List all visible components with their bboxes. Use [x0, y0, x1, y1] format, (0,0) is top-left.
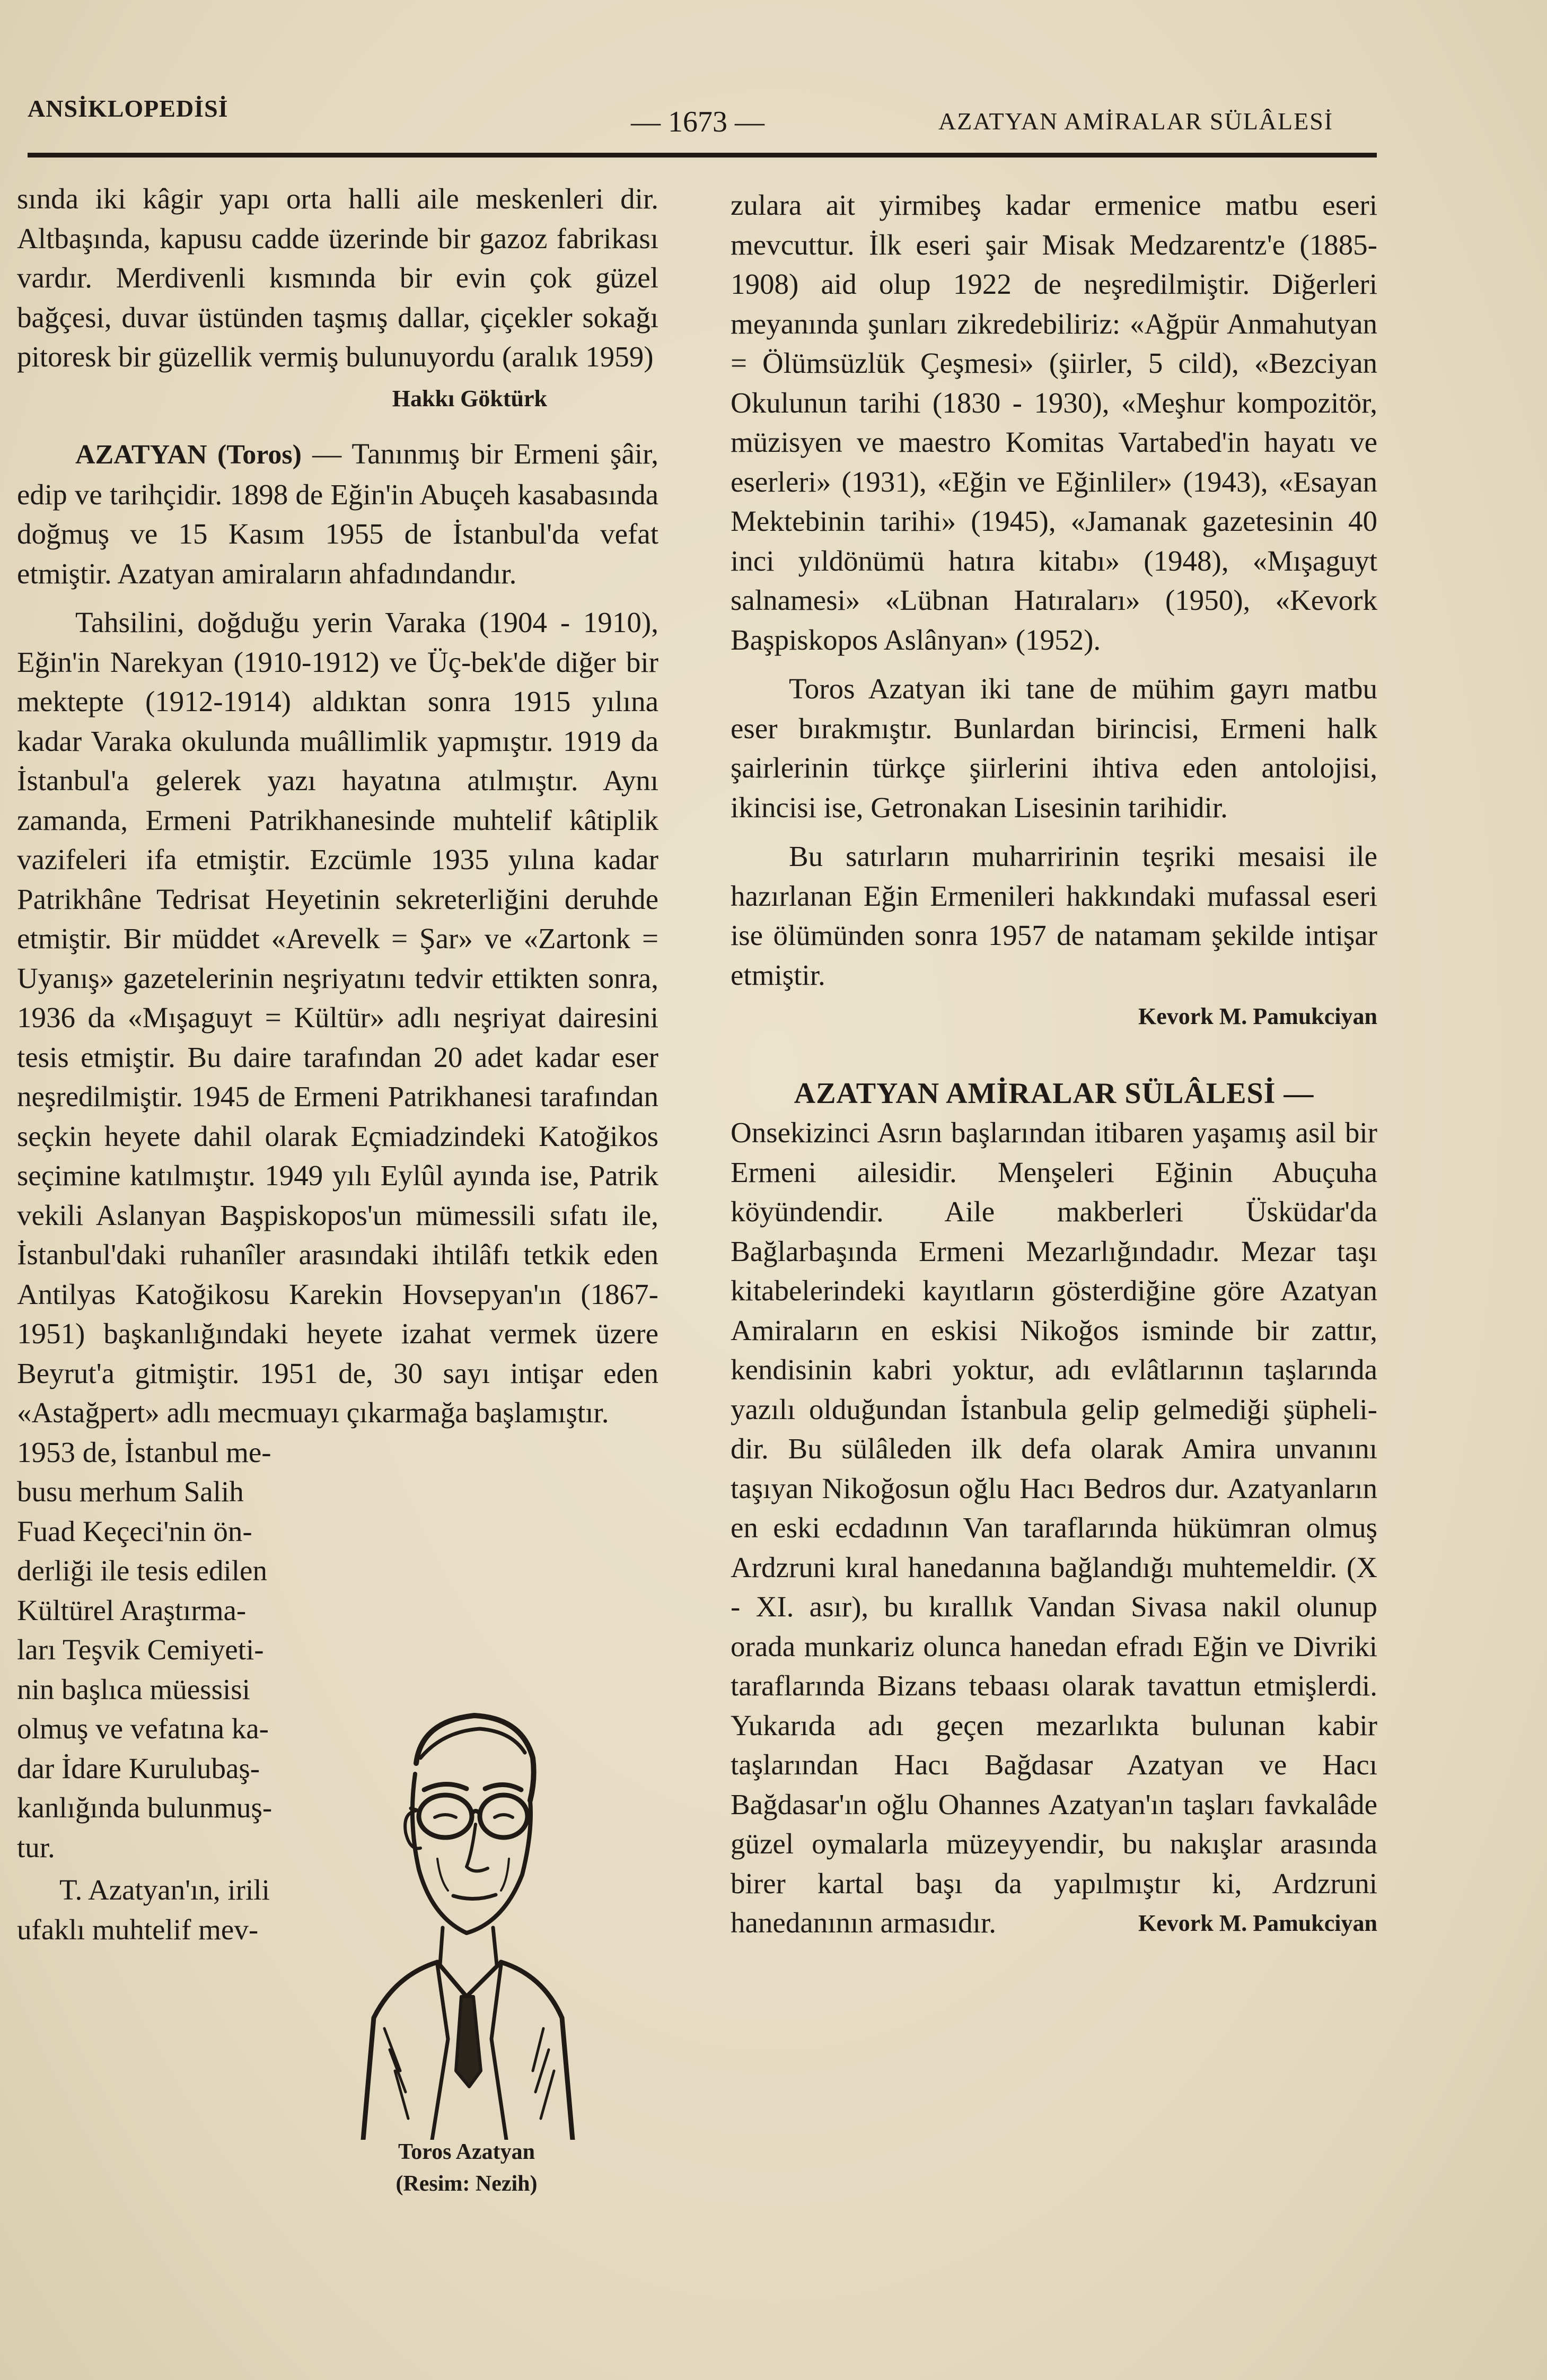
- wrap-line: dar İdare Kurulubaş-: [17, 1752, 260, 1784]
- works-paragraph: zulara ait yirmibeş kadar ermenice matbu eseri mevcuttur. İlk eseri şair Misak Medzarentz'e (1885-1908) aid olup 1922 de neşredilmiştir. Diğerleri meyanında şunları zikredebiliriz: «Ağpür Anmahutyan = Ölümsüzlük Çeşmesi» (şiirler, 5 cild), «Bezciyan Okulunun tarihi (1830 - 1930), «Meşhur kompozitör, müzisyen ve maestro Komitas Vartabed'in hayatı ve eserleri» (1931), «Eğin ve Eğinliler» (1943), «Esayan Mektebinin tarihi» (1945), «Jamanak gazetesinin 40 inci yıldönümü hatıra kitabı» (1948), «Mışaguyt salnamesi» «Lübnan Hatıraları» (1950), «Kevork Başpiskopos Aslânyan» (1952).: [731, 189, 1377, 656]
- entry-headword: AZATYAN (Toros): [75, 440, 302, 470]
- page-number: — 1673 —: [631, 106, 764, 138]
- header-rule: [28, 153, 1377, 158]
- wrap-line: olmuş ve vefatına ka-: [17, 1712, 269, 1745]
- egin-book-paragraph: Bu satırların muharririnin teşriki mesaisi ile hazırlanan Eğin Ermenileri hakkındaki mufassal eseri ise ölümünden sonra 1957 de natamam şekilde intişar etmiştir.: [731, 840, 1377, 991]
- portrait-caption: [350, 2136, 583, 2200]
- wrapped-paragraph-1: [17, 1433, 335, 1868]
- wrap-line: 1953 de, İstanbul me-: [17, 1436, 271, 1468]
- article-title: AZATYAN AMİRALAR SÜLÂLESİ —: [794, 1077, 1314, 1110]
- left-column: [17, 179, 658, 1949]
- wrap-line: nin başlıca müessisi: [17, 1673, 250, 1705]
- portrait-drawing: [353, 1700, 581, 2140]
- right-column: [731, 186, 1377, 1943]
- portrait-of-toros-azatyan: [353, 1700, 581, 2140]
- wrap-line: ufaklı muhtelif mev-: [17, 1913, 259, 1946]
- wrap-line: Fuad Keçeci'nin ön-: [17, 1515, 252, 1547]
- dynasty-paragraph: Onsekizinci Asrın başlarından itibaren yaşamış asil bir Ermeni ailesidir. Menşeleri Eğinin Abuçuha köyündendir. Aile makberleri Üsküdar'da Bağlarbaşında Ermeni Mezarlığındadır. Mezar taşı kitabelerindeki kayıtların gösterdiğine göre Azatyan Amiraların en eskisi Nikoğos isminde bir zattır, kendisinin kabri yoktur, adı evlâtlarının taşlarında yazılı olduğundan İstanbula gelip gelmediği şüpheli-dir. Bu sülâleden ilk defa olarak Amira unvanını taşıyan Nikoğosun oğlu Hacı Bedros dur. Azatyanların en eski ecdadının Van taraflarında hükümran olmuş Ardzruni kıral hanedanına bağlandığı muhtemeldir. (X - XI. asır), bu kırallık Vandan Sivasa nakil olunup orada munkariz olunca hanedan efradı Eğin ve Divriki taraflarında Bizans tebaası olarak tavattun etmişlerdi. Yukarıda adı geçen mezarlıkta bulunan kabir taşlarından Hacı Bağdasar Azatyan ve Hacı Bağdasar'ın oğlu Ohannes Azatyan'ın taşları favkalâde güzel oymalarla müzeyyendir, bu nakışlar arasında birer kartal başı da yapılmıştır ki, Ardzruni hanedanının armasıdır.: [731, 1116, 1377, 1939]
- azatyan-entry-intro: [17, 434, 658, 593]
- wrap-line: ları Teşvik Cemiyeti-: [17, 1633, 264, 1666]
- wrap-line: derliği ile tesis edilen: [17, 1554, 267, 1587]
- wrap-line: Kültürel Araştırma-: [17, 1594, 247, 1626]
- entry-intro-text: — Tanınmış bir Ermeni şâir, edip ve tarihçidir. 1898 de Eğin'in Abuçeh kasabasında doğmuş ve 15 Kasım 1955 de İstanbul'da vefat etmiştir. Azatyan amiraların ahfadındandır.: [17, 438, 658, 590]
- running-head-left: ANSİKLOPEDİSİ: [28, 95, 228, 122]
- wrapped-paragraph-2: [17, 1870, 335, 1949]
- signature-hakki-gokturk: Hakkı Göktürk: [392, 385, 547, 412]
- wrap-line: kanlığında bulunmuş-: [17, 1791, 273, 1824]
- running-head-right: AZATYAN AMİRALAR SÜLÂLESİ: [938, 108, 1334, 135]
- wrap-line: busu merhum Salih: [17, 1475, 244, 1508]
- caption-name: Toros Azatyan: [398, 2140, 535, 2164]
- education-paragraph: Tahsilini, doğduğu yerin Varaka (1904 - 1910), Eğin'in Narekyan (1910-1912) ve Üç-bek'de diğer bir mektepte (1912-1914) aldıktan sonra 1915 yılına kadar Varaka okulunda muâllimlik yapmıştır. 1919 da İstanbul'a gelerek yazı hayatına atılmıştır. Aynı zamanda, Ermeni Patrikhanesinde muhtelif kâtiplik vazifeleri ifa etmiştir. Ezcümle 1935 yılına kadar Patrikhâne Tedrisat Heyetinin sekreterliğini deruhde etmiştir. Bir müddet «Arevelk = Şar» ve «Zartonk = Uyanış» gazetelerinin neşriyatını tedvir ettikten sonra, 1936 da «Mışaguyt = Kültür» adlı neşriyat dairesini tesis etmiştir. Bu daire tarafından 20 adet kadar eser neşredilmiştir. 1945 de Ermeni Patrikhanesi tarafından seçkin heyete dahil olarak Eçmiadzindeki Katoğikos seçimine katılmıştır. 1949 yılı Eylûl ayında ise, Patrik vekili Aslanyan Başpiskopos'un mümessili sıfatı ile, İstanbul'daki ruhanîler arasındaki ihtilâfı tetkik eden Antilyas Katoğikosu Karekin Hovsepyan'ın (1867-1951) başkanlığındaki heyete izahat vermek üzere Beyrut'a gitmiştir. 1951 de, 30 sayı intişar eden «Astağpert» adlı mecmuayı çıkarmağa başlamıştır.: [17, 606, 658, 1429]
- signature-kevork-pamukciyan-2: Kevork M. Pamukciyan: [1138, 1910, 1377, 1936]
- caption-credit: (Resim: Nezih): [395, 2172, 538, 2196]
- continued-paragraph: sında iki kâgir yapı orta halli aile meskenleri dir. Altbaşında, kapusu cadde üzerinde bir gazoz fabrikası vardır. Merdivenli kısmında bir evin çok güzel bağçesi, duvar üstünden taşmış dallar, çiçekler sokağı pitoresk bir güzellik vermiş bulunuyordu (aralık 1959): [17, 182, 658, 373]
- wrap-line: T. Azatyan'ın, irili: [59, 1874, 270, 1906]
- wrap-line: tur.: [17, 1831, 55, 1863]
- signature-kevork-pamukciyan: Kevork M. Pamukciyan: [1138, 1003, 1377, 1029]
- unpublished-works-paragraph: Toros Azatyan iki tane de mühim gayrı matbu eser bırakmıştır. Bunlardan birincisi, Ermeni halk şairlerinin türkçe şiirlerini ihtiva eden antolojisi, ikincisi ise, Getronakan Lisesinin tarihidir.: [731, 672, 1377, 824]
